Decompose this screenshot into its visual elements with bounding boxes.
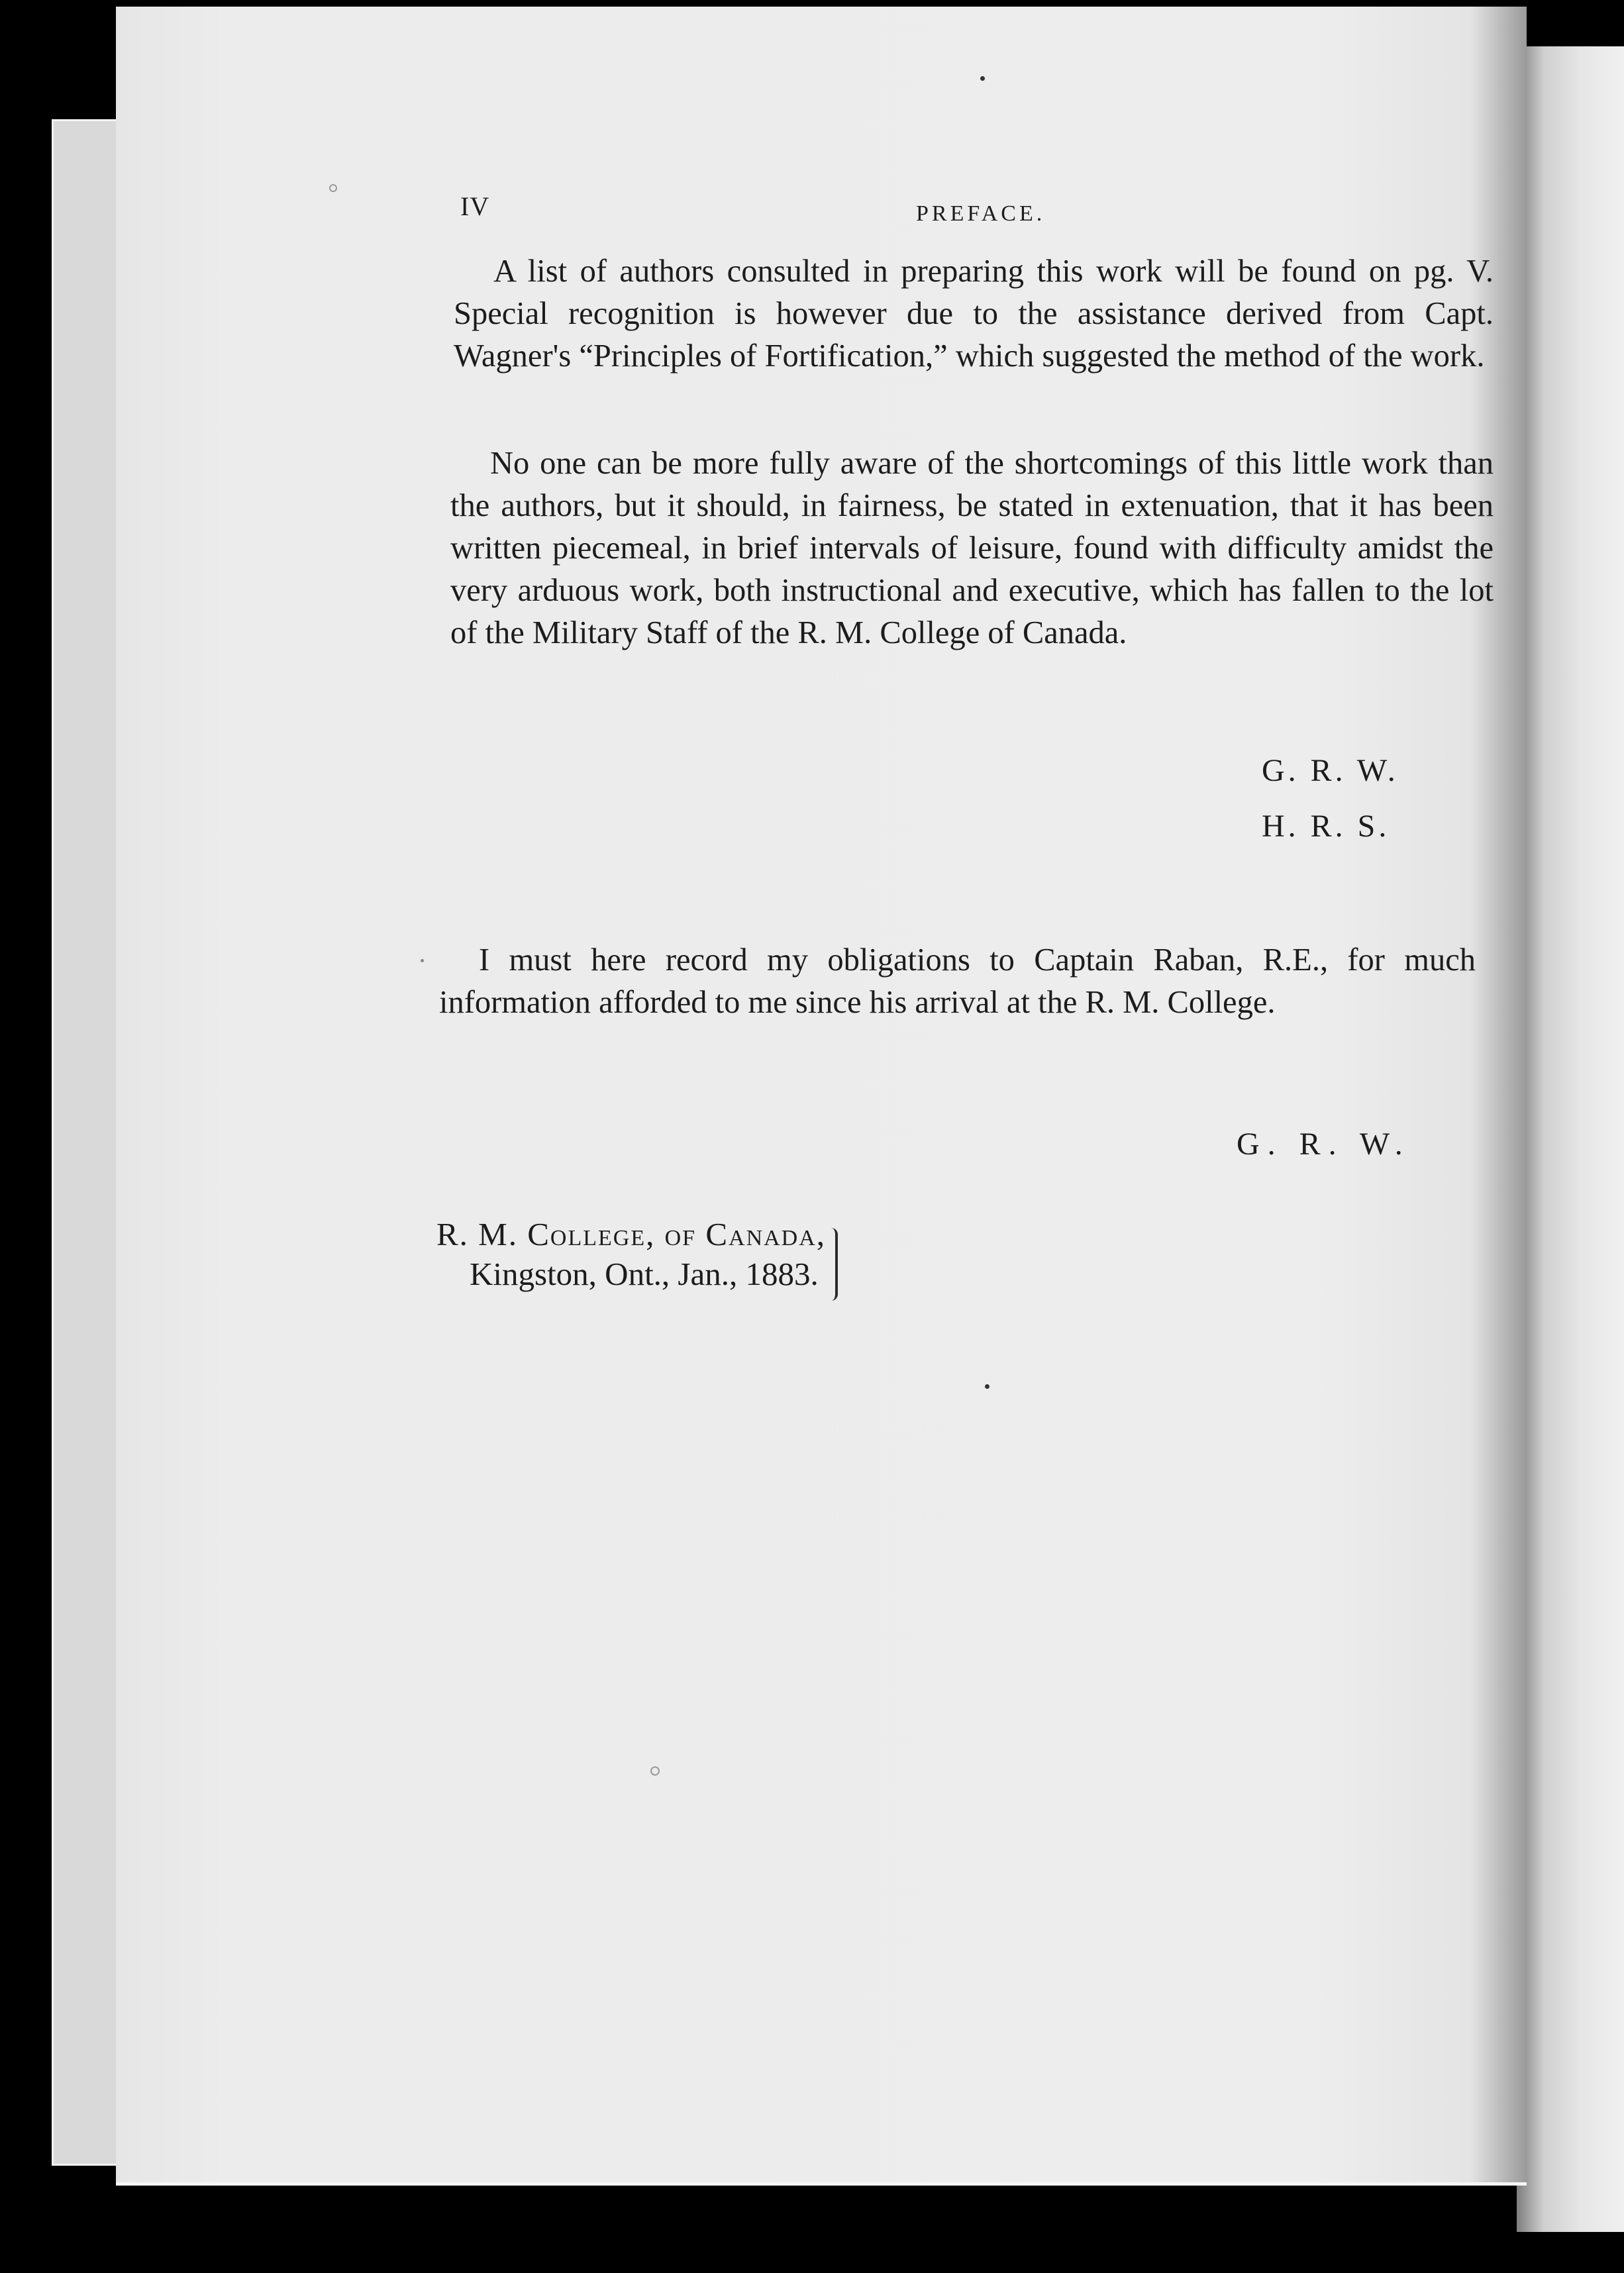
facing-page-edge [1517, 46, 1624, 2232]
dateline-date: Kingston, Ont., Jan., 1883. [470, 1256, 819, 1292]
dateline [436, 1215, 838, 1294]
paragraph-authors-consulted: A list of authors consulted in preparing this work will be found on pg. V. Special recognition is however due to the assistance derived from Capt. Wagner's “Principles of Fortification,” which suggested the method of the work. [454, 254, 1494, 374]
dateline-place: R. M. College, of Canada, [436, 1216, 827, 1252]
page-number: IV [460, 191, 490, 221]
signature-initials-grw: G. R. W. [1262, 753, 1399, 788]
paper-speck [421, 959, 424, 962]
paper-speck [650, 1766, 660, 1776]
paper-speck [329, 184, 337, 192]
paper-speck [980, 76, 985, 81]
brace-mark [831, 1228, 838, 1301]
running-head: PREFACE. [916, 201, 1046, 226]
signature-initials-grw-second: G. R. W. [1237, 1127, 1411, 1162]
signature-initials-hrs: H. R. S. [1262, 809, 1390, 844]
paragraph-shortcomings: No one can be more fully aware of the shortcomings of this little work than the authors, but it should, in fairness, be stated in extenuation, that it has been written piecemeal, in brief intervals of leisure, found with difficulty amidst the very arduous work, both instructional and executive, which has fallen to the lot of the Military Staff of the R. M. College of Canada. [450, 446, 1494, 650]
paper-speck [985, 1384, 990, 1389]
book-page [116, 7, 1527, 2186]
paragraph-acknowledgement: I must here record my obligations to Captain Raban, R.E., for much information afforded to me since his arrival at the R. M. College. [439, 942, 1476, 1020]
